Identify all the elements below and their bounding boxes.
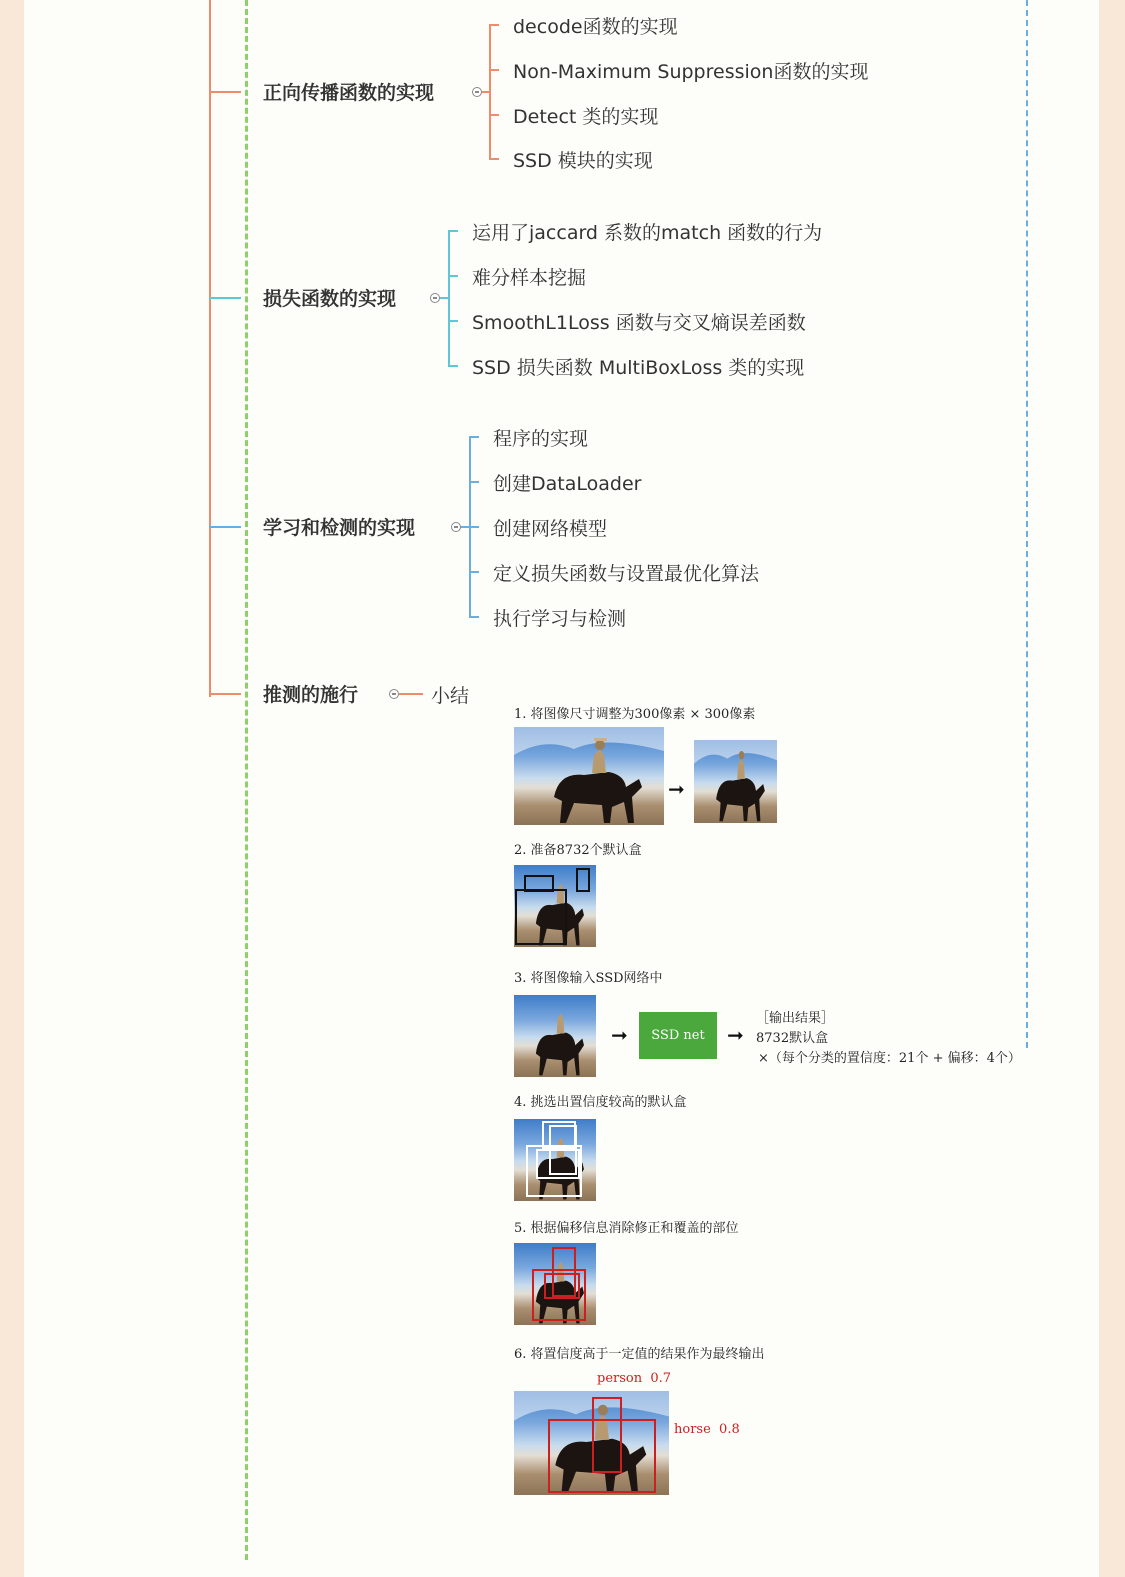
leaf-decode[interactable]: decode函数的实现 <box>513 16 678 38</box>
high-confidence-photo <box>514 1119 596 1201</box>
output-header: ［输出结果］ <box>756 1011 835 1026</box>
output-dims: ×（每个分类的置信度：21个 + 偏移：4个） <box>758 1051 1021 1066</box>
branch-3-tick <box>469 526 479 528</box>
branch-3-tick <box>469 481 479 483</box>
horse-box <box>548 1419 656 1493</box>
branch-4-stub <box>399 693 423 695</box>
leaf-hard-negative-mining[interactable]: 难分样本挖掘 <box>472 267 587 289</box>
leaf-dataloader[interactable]: 创建DataLoader <box>493 473 642 495</box>
collapse-icon[interactable] <box>472 87 482 97</box>
input-photo <box>514 995 596 1077</box>
leaf-train-detect[interactable]: 执行学习与检测 <box>493 608 627 630</box>
leaf-summary[interactable]: 小结 <box>431 685 470 707</box>
leaf-nms[interactable]: Non-Maximum Suppression函数的实现 <box>513 61 869 83</box>
branch-1-bracket <box>489 24 491 160</box>
corrected-box <box>544 1273 580 1299</box>
output-boxes: 8732默认盒 <box>756 1031 829 1046</box>
step-5-caption: 5. 根据偏移信息消除修正和覆盖的部位 <box>514 1221 739 1236</box>
branch-3-tick <box>469 616 479 618</box>
branch-2-title[interactable]: 损失函数的实现 <box>263 288 397 310</box>
branch-1-tick <box>489 114 499 116</box>
default-box <box>576 868 590 892</box>
leaf-ssd-module[interactable]: SSD 模块的实现 <box>513 150 653 172</box>
branch-2-tick <box>448 365 458 367</box>
step-2-caption: 2. 准备8732个默认盒 <box>514 843 642 858</box>
trunk-dashed-line <box>245 0 248 1560</box>
person-label: person 0.7 <box>597 1371 672 1386</box>
step-4-caption: 4. 挑选出置信度较高的默认盒 <box>514 1095 687 1110</box>
leaf-smoothl1loss[interactable]: SmoothL1Loss 函数与交叉熵误差函数 <box>472 312 806 334</box>
collapse-icon[interactable] <box>389 689 399 699</box>
branch-3-title[interactable]: 学习和检测的实现 <box>263 517 416 539</box>
branch-1-title[interactable]: 正向传播函数的实现 <box>263 82 435 104</box>
branch-3-tick <box>469 436 479 438</box>
arrow-icon: ➞ <box>727 1023 744 1047</box>
step-3-caption: 3. 将图像输入SSD网络中 <box>514 971 663 986</box>
branch-1-tick <box>489 158 499 160</box>
branch-2-connector <box>209 297 241 299</box>
branch-2-tick <box>448 275 458 277</box>
collapse-icon[interactable] <box>430 293 440 303</box>
ssd-net-block: SSD net <box>639 1012 717 1059</box>
root-connector-line <box>209 0 211 697</box>
leaf-detect[interactable]: Detect 类的实现 <box>513 106 659 128</box>
candidate-box <box>526 1145 582 1197</box>
branch-1-tick <box>489 69 499 71</box>
branch-2-tick <box>448 320 458 322</box>
collapse-icon[interactable] <box>451 522 461 532</box>
leaf-jaccard-match[interactable]: 运用了jaccard 系数的match 函数的行为 <box>472 222 823 244</box>
horse-rider-photo <box>514 727 664 825</box>
horse-label: horse 0.8 <box>674 1422 740 1437</box>
branch-4-connector <box>209 693 241 695</box>
branch-1-connector <box>209 91 241 93</box>
branch-2-tick <box>448 230 458 232</box>
step-6-caption: 6. 将置信度高于一定值的结果作为最终输出 <box>514 1347 765 1362</box>
horse-rider-photo-resized <box>694 740 777 823</box>
branch-3-tick <box>469 571 479 573</box>
branch-1-tick <box>489 24 499 26</box>
leaf-program[interactable]: 程序的实现 <box>493 428 589 450</box>
leaf-loss-optimizer[interactable]: 定义损失函数与设置最优化算法 <box>493 563 760 585</box>
leaf-network-model[interactable]: 创建网络模型 <box>493 518 608 540</box>
ssd-pipeline-figure <box>508 695 1046 1505</box>
branch-4-title[interactable]: 推测的施行 <box>263 684 359 706</box>
step-1-caption: 1. 将图像尺寸调整为300像素 × 300像素 <box>514 707 756 722</box>
arrow-icon: ➞ <box>611 1023 628 1047</box>
default-box <box>515 889 567 945</box>
branch-2-bracket <box>448 230 450 367</box>
branch-3-connector <box>209 526 241 528</box>
default-boxes-photo <box>514 865 596 947</box>
leaf-multiboxloss[interactable]: SSD 损失函数 MultiBoxLoss 类的实现 <box>472 357 805 379</box>
arrow-icon: ➞ <box>668 777 685 801</box>
final-output-photo <box>514 1391 669 1495</box>
suppression-photo <box>514 1243 596 1325</box>
